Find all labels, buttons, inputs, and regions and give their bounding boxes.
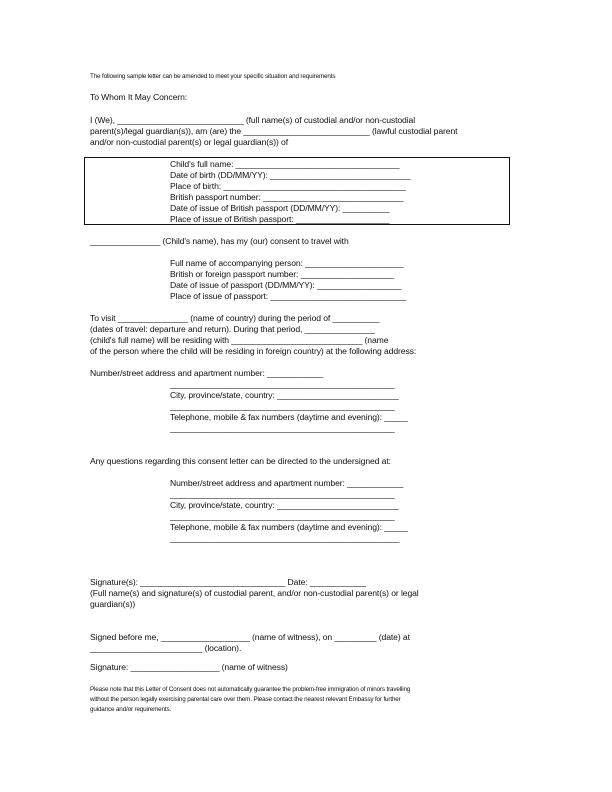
contact-blank-3[interactable]: _________________________________________________ (170, 533, 400, 543)
footer-note-2: without the person legally exercising parental care over them. Please contact the nearest relevant Embassy for further (90, 696, 401, 703)
contact-city-field[interactable]: City, province/state, country: __________________________ (170, 500, 399, 510)
visit-line-1[interactable]: To visit _______________ (name of country) during the period of __________ (90, 313, 380, 323)
witness-signature-line[interactable]: Signature: ___________________ (name of witness) (90, 662, 288, 672)
footer-note-3: guidance and/or requirements. (90, 706, 172, 713)
intro-line-1: I (We), ___________________________ (full name(s) of custodial and/or non-custodial (90, 115, 416, 125)
accompanying-passport-date-field[interactable]: Date of issue of passport (DD/MM/YY): __________________ (170, 280, 402, 290)
footer-note-1: Please note that this Letter of Consent does not automatically guarantee the problem-free immigration of minors travelling (90, 686, 411, 693)
child-full-name-field[interactable]: Child's full name: ___________________________________ (170, 159, 400, 169)
intro-line-2: parent(s)/legal guardian(s)), am (are) the ___________________________ (lawful custodial parent (90, 126, 458, 136)
contact-street-field[interactable]: Number/street address and apartment number: ____________ (170, 478, 404, 488)
signature-line[interactable]: Signature(s): _______________________________ Date: ____________ (90, 577, 367, 587)
residence-street-field[interactable]: Number/street address and apartment number: ____________ (90, 368, 324, 378)
visit-line-2[interactable]: (dates of travel: departure and return). During that period, _______________ (90, 324, 375, 334)
visit-line-3[interactable]: (child's full name) will be residing with ____________________________ (name (90, 335, 389, 345)
visit-line-4: of the person where the child will be residing in foreign country) at the following address: (90, 346, 417, 356)
child-birthplace-field[interactable]: Place of birth: _______________________________________ (170, 181, 406, 191)
accompanying-passport-place-field[interactable]: Place of issue of passport: _____________________________ (170, 291, 407, 301)
contact-phone-field[interactable]: Telephone, mobile & fax numbers (daytime and evening): _____ (170, 522, 408, 532)
residence-phone-field[interactable]: Telephone, mobile & fax numbers (daytime and evening): _____ (170, 412, 408, 422)
accompanying-name-field[interactable]: Full name of accompanying person: _____________________ (170, 258, 404, 268)
child-dob-field[interactable]: Date of birth (DD/MM/YY): ______________________________ (170, 170, 411, 180)
header-note: The following sample letter can be amended to meet your specific situation and requirements (90, 73, 336, 80)
witness-line-2[interactable]: ________________________ (location). (90, 643, 242, 653)
accompanying-passport-field[interactable]: British or foreign passport number: ____________________ (170, 269, 395, 279)
contact-blank-1[interactable]: ________________________________________________ (170, 489, 395, 499)
residence-blank-3[interactable]: ________________________________________________ (170, 423, 395, 433)
residence-blank-2[interactable]: ________________________________________________ (170, 401, 395, 411)
contact-blank-2[interactable]: ________________________________________________ (170, 511, 395, 521)
passport-issue-place-field[interactable]: Place of issue of British passport: ____________________ (170, 214, 390, 224)
witness-line-1[interactable]: Signed before me, ___________________ (name of witness), on _________ (date) at (90, 632, 410, 642)
consent-line[interactable]: _______________ (Child's name), has my (our) consent to travel with (90, 236, 349, 246)
child-passport-number-field[interactable]: British passport number: ______________________________ (170, 192, 404, 202)
signature-caption-1: (Full name(s) and signature(s) of custodial parent, and/or non-custodial parent(s) or legal (90, 588, 419, 598)
residence-blank-1[interactable]: ________________________________________________ (170, 379, 395, 389)
intro-line-3: and/or non-custodial parent(s) or legal guardian(s)) of (90, 137, 288, 147)
salutation: To Whom It May Concern: (90, 92, 188, 102)
questions-line: Any questions regarding this consent letter can be directed to the undersigned at: (90, 456, 391, 466)
passport-issue-date-field[interactable]: Date of issue of British passport (DD/MM/YY): __________ (170, 203, 390, 213)
signature-caption-2: guardian(s)) (90, 599, 136, 609)
residence-city-field[interactable]: City, province/state, country: __________________________ (170, 390, 399, 400)
